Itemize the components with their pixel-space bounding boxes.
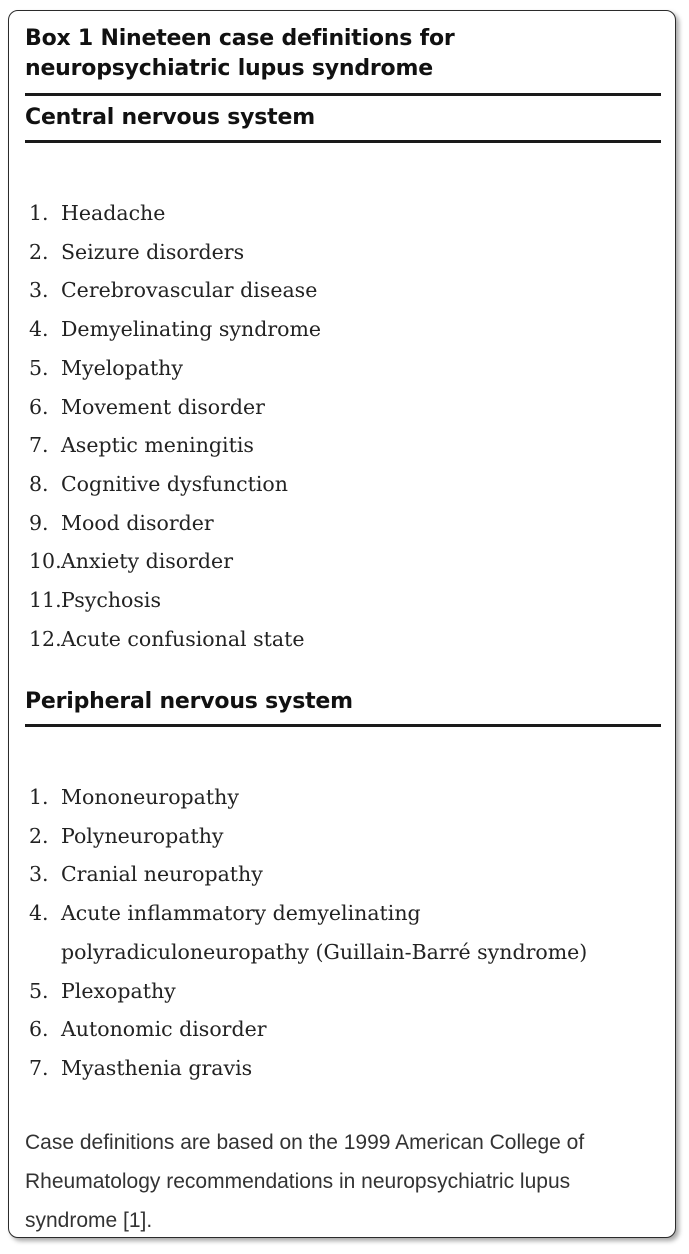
item-number: 7. [29, 1055, 49, 1080]
item-text: Autonomic disorder [61, 1017, 267, 1042]
item-number: 10. [29, 549, 62, 574]
item-text: Seizure disorders [61, 239, 245, 264]
item-text: Polyneuropathy [61, 823, 224, 848]
central-divider [25, 140, 661, 143]
item-text: Acute inflammatory demyelinating polyradiculoneuropathy (Guillain-Barré syndrome) [61, 901, 588, 964]
list-item [29, 1010, 661, 1049]
list-item [29, 620, 321, 659]
list-item [29, 894, 661, 971]
item-text: Plexopathy [61, 978, 176, 1003]
item-number: 5. [29, 978, 49, 1003]
list-item [29, 465, 321, 504]
item-text: Acute confusional state [61, 626, 305, 651]
box-title: Box 1 Nineteen case definitions for neuropsychiatric lupus syndrome [25, 26, 455, 81]
item-text: Mononeuropathy [61, 785, 239, 809]
list-item [29, 542, 321, 581]
item-number: 6. [29, 1017, 49, 1042]
item-number: 7. [29, 433, 49, 458]
list-item [29, 349, 321, 388]
item-text: Myelopathy [61, 355, 183, 380]
peripheral-divider [25, 724, 661, 727]
list-item [29, 233, 321, 272]
list-item [29, 194, 321, 233]
item-number: 2. [29, 239, 49, 264]
item-text: Psychosis [61, 588, 161, 613]
list-item [29, 855, 661, 894]
item-text: Cranial neuropathy [61, 862, 263, 887]
title-divider [25, 93, 661, 96]
central-list [29, 194, 321, 658]
item-number: 6. [29, 394, 49, 419]
definitions-box [8, 10, 676, 1238]
list-item [29, 581, 321, 620]
list-item [29, 504, 321, 543]
item-text: Cerebrovascular disease [61, 278, 318, 303]
item-number: 2. [29, 823, 49, 848]
item-number: 4. [29, 317, 49, 342]
list-item [29, 271, 321, 310]
item-text: Myasthenia gravis [61, 1055, 253, 1080]
item-number: 1. [29, 201, 49, 225]
footnote: Case definitions are based on the 1999 American College of Rheumatology recommendations in neuropsychiatric lupus syndrome [1]. [25, 1131, 585, 1232]
list-item [29, 778, 661, 817]
item-text: Headache [61, 201, 166, 225]
item-number: 3. [29, 862, 49, 887]
item-text: Demyelinating syndrome [61, 317, 322, 342]
item-text: Cognitive dysfunction [61, 471, 288, 496]
item-number: 12. [29, 626, 62, 651]
list-item [29, 972, 661, 1011]
list-item [29, 1049, 661, 1088]
item-number: 4. [29, 901, 49, 926]
item-number: 1. [29, 785, 49, 809]
item-text: Aseptic meningitis [61, 433, 254, 458]
item-number: 11. [29, 588, 62, 613]
item-number: 3. [29, 278, 49, 303]
item-number: 5. [29, 355, 49, 380]
list-item [29, 310, 321, 349]
list-item [29, 817, 661, 856]
item-text: Movement disorder [61, 394, 265, 419]
item-text: Anxiety disorder [61, 549, 233, 574]
peripheral-list [29, 778, 661, 1088]
item-number: 9. [29, 510, 49, 535]
peripheral-heading: Peripheral nervous system [25, 689, 353, 714]
list-item [29, 388, 321, 427]
item-text: Mood disorder [61, 510, 214, 535]
list-item [29, 426, 321, 465]
item-number: 8. [29, 471, 49, 496]
central-heading: Central nervous system [25, 105, 315, 130]
